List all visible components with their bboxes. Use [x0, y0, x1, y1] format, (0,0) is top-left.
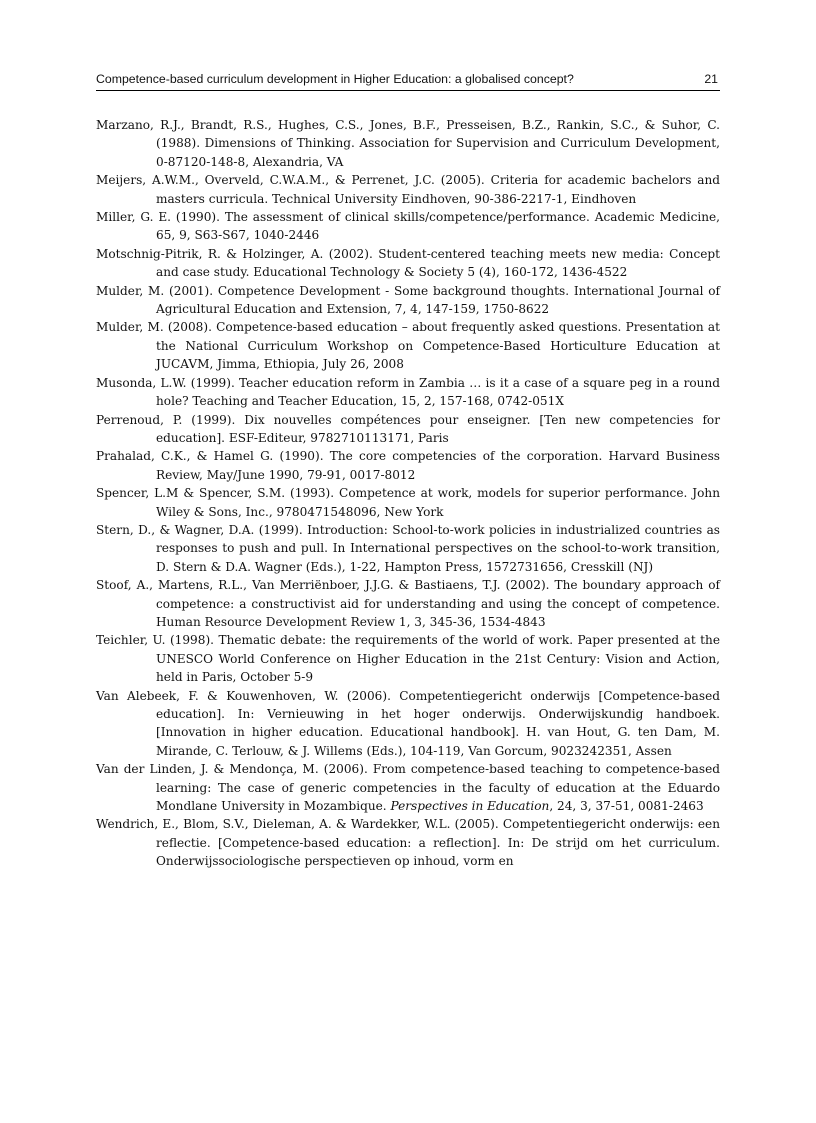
running-header: [96, 71, 720, 91]
reference-entry: Miller, G. E. (1990). The assessment of clinical skills/competence/performance. Academic Medicine, 65, 9, S63-S67, 1040-2446: [96, 210, 720, 243]
reference-entry: Musonda, L.W. (1999). Teacher education reform in Zambia … is it a case of a square peg in a round hole? Teaching and Teacher Education, 15, 2, 157-168, 0742-051X: [96, 375, 720, 409]
journal-title: Perspectives in Education: [390, 799, 550, 814]
reference-entry: Van Alebeek, F. & Kouwenhoven, W. (2006). Competentiegericht onderwijs [Competence-based education]. In: Vernieuwing in het hoger onderwijs. Onderwijskundig handboek. [Innovation in higher education. Educational handbook]. H. van Hout, G. ten Dam, M. Mirande, C. Terlouw, & J. Willems (Eds.), 104-119, Van Gorcum, 9023242351, Assen: [96, 688, 720, 758]
page-number: 21: [704, 72, 718, 86]
reference-entry: Wendrich, E., Blom, S.V., Dieleman, A. & Wardekker, W.L. (2005). Competentiegericht onderwijs: een reflectie. [Competence-based education: a reflection]. In: De strijd om het curriculum. Onderwijssociologische perspectieven op inhoud, vorm en: [96, 817, 720, 869]
reference-entry: Motschnig-Pitrik, R. & Holzinger, A. (2002). Student-centered teaching meets new media: Concept and case study. Educational Technology & Society 5 (4), 160-172, 1436-4522: [96, 246, 720, 280]
reference-entry: Prahalad, C.K., & Hamel G. (1990). The core competencies of the corporation. Harvard Business Review, May/June 1990, 79-91, 0017-8012: [96, 449, 720, 482]
reference-entry: [96, 760, 720, 815]
reference-entry: Mulder, M. (2001). Competence Development - Some background thoughts. International Journal of Agricultural Education and Extension, 7, 4, 147-159, 1750-8622: [96, 283, 720, 317]
reference-text: , 24, 3, 37-51, 0081-2463: [549, 799, 704, 814]
reference-entry: Meijers, A.W.M., Overveld, C.W.A.M., & Perrenet, J.C. (2005). Criteria for academic bachelors and masters curricula. Technical University Eindhoven, 90-386-2217-1, Eindhoven: [96, 173, 720, 206]
reference-entry: Marzano, R.J., Brandt, R.S., Hughes, C.S., Jones, B.F., Presseisen, B.Z., Rankin, S.C., & Suhor, C. (1988). Dimensions of Thinking. Association for Supervision and Curriculum Development, 0-87120-148-8, Alexandria, VA: [96, 118, 720, 169]
reference-text: Van der Linden, J. & Mendonça, M. (2006). From competence-based teaching to competence-based learning: The case of generic competencies in the faculty of education at the Eduardo Mondlane University in Mozambique.: [96, 762, 720, 814]
reference-entry: Spencer, L.M & Spencer, S.M. (1993). Competence at work, models for superior performance. John Wiley & Sons, Inc., 9780471548096, New York: [96, 486, 720, 519]
reference-entry: Mulder, M. (2008). Competence-based education – about frequently asked questions. Presentation at the National Curriculum Workshop on Competence-Based Horticulture Education at JUCAVM, Jimma, Ethiopia, July 26, 2008: [96, 320, 720, 372]
reference-entry: Stern, D., & Wagner, D.A. (1999). Introduction: School-to-work policies in industrialized countries as responses to push and pull. In International perspectives on the school-to-work transition, D. Stern & D.A. Wagner (Eds.), 1-22, Hampton Press, 1572731656, Cresskill (NJ): [96, 522, 720, 574]
running-header-title: Competence-based curriculum development in Higher Education: a globalised concept?: [96, 72, 574, 86]
reference-entry: Teichler, U. (1998). Thematic debate: the requirements of the world of work. Paper presented at the UNESCO World Conference on Higher Education in the 21st Century: Vision and Action, held in Paris, October 5-9: [96, 633, 720, 685]
reference-entry: Stoof, A., Martens, R.L., Van Merriënboer, J.J.G. & Bastiaens, T.J. (2002). The boundary approach of competence: a constructivist aid for understanding and using the concept of competence. Human Resource Development Review 1, 3, 345-36, 1534-4843: [96, 578, 720, 629]
reference-list: [96, 116, 720, 871]
reference-entry: Perrenoud, P. (1999). Dix nouvelles compétences pour enseigner. [Ten new competencies for education]. ESF-Editeur, 9782710113171, Paris: [96, 412, 720, 445]
